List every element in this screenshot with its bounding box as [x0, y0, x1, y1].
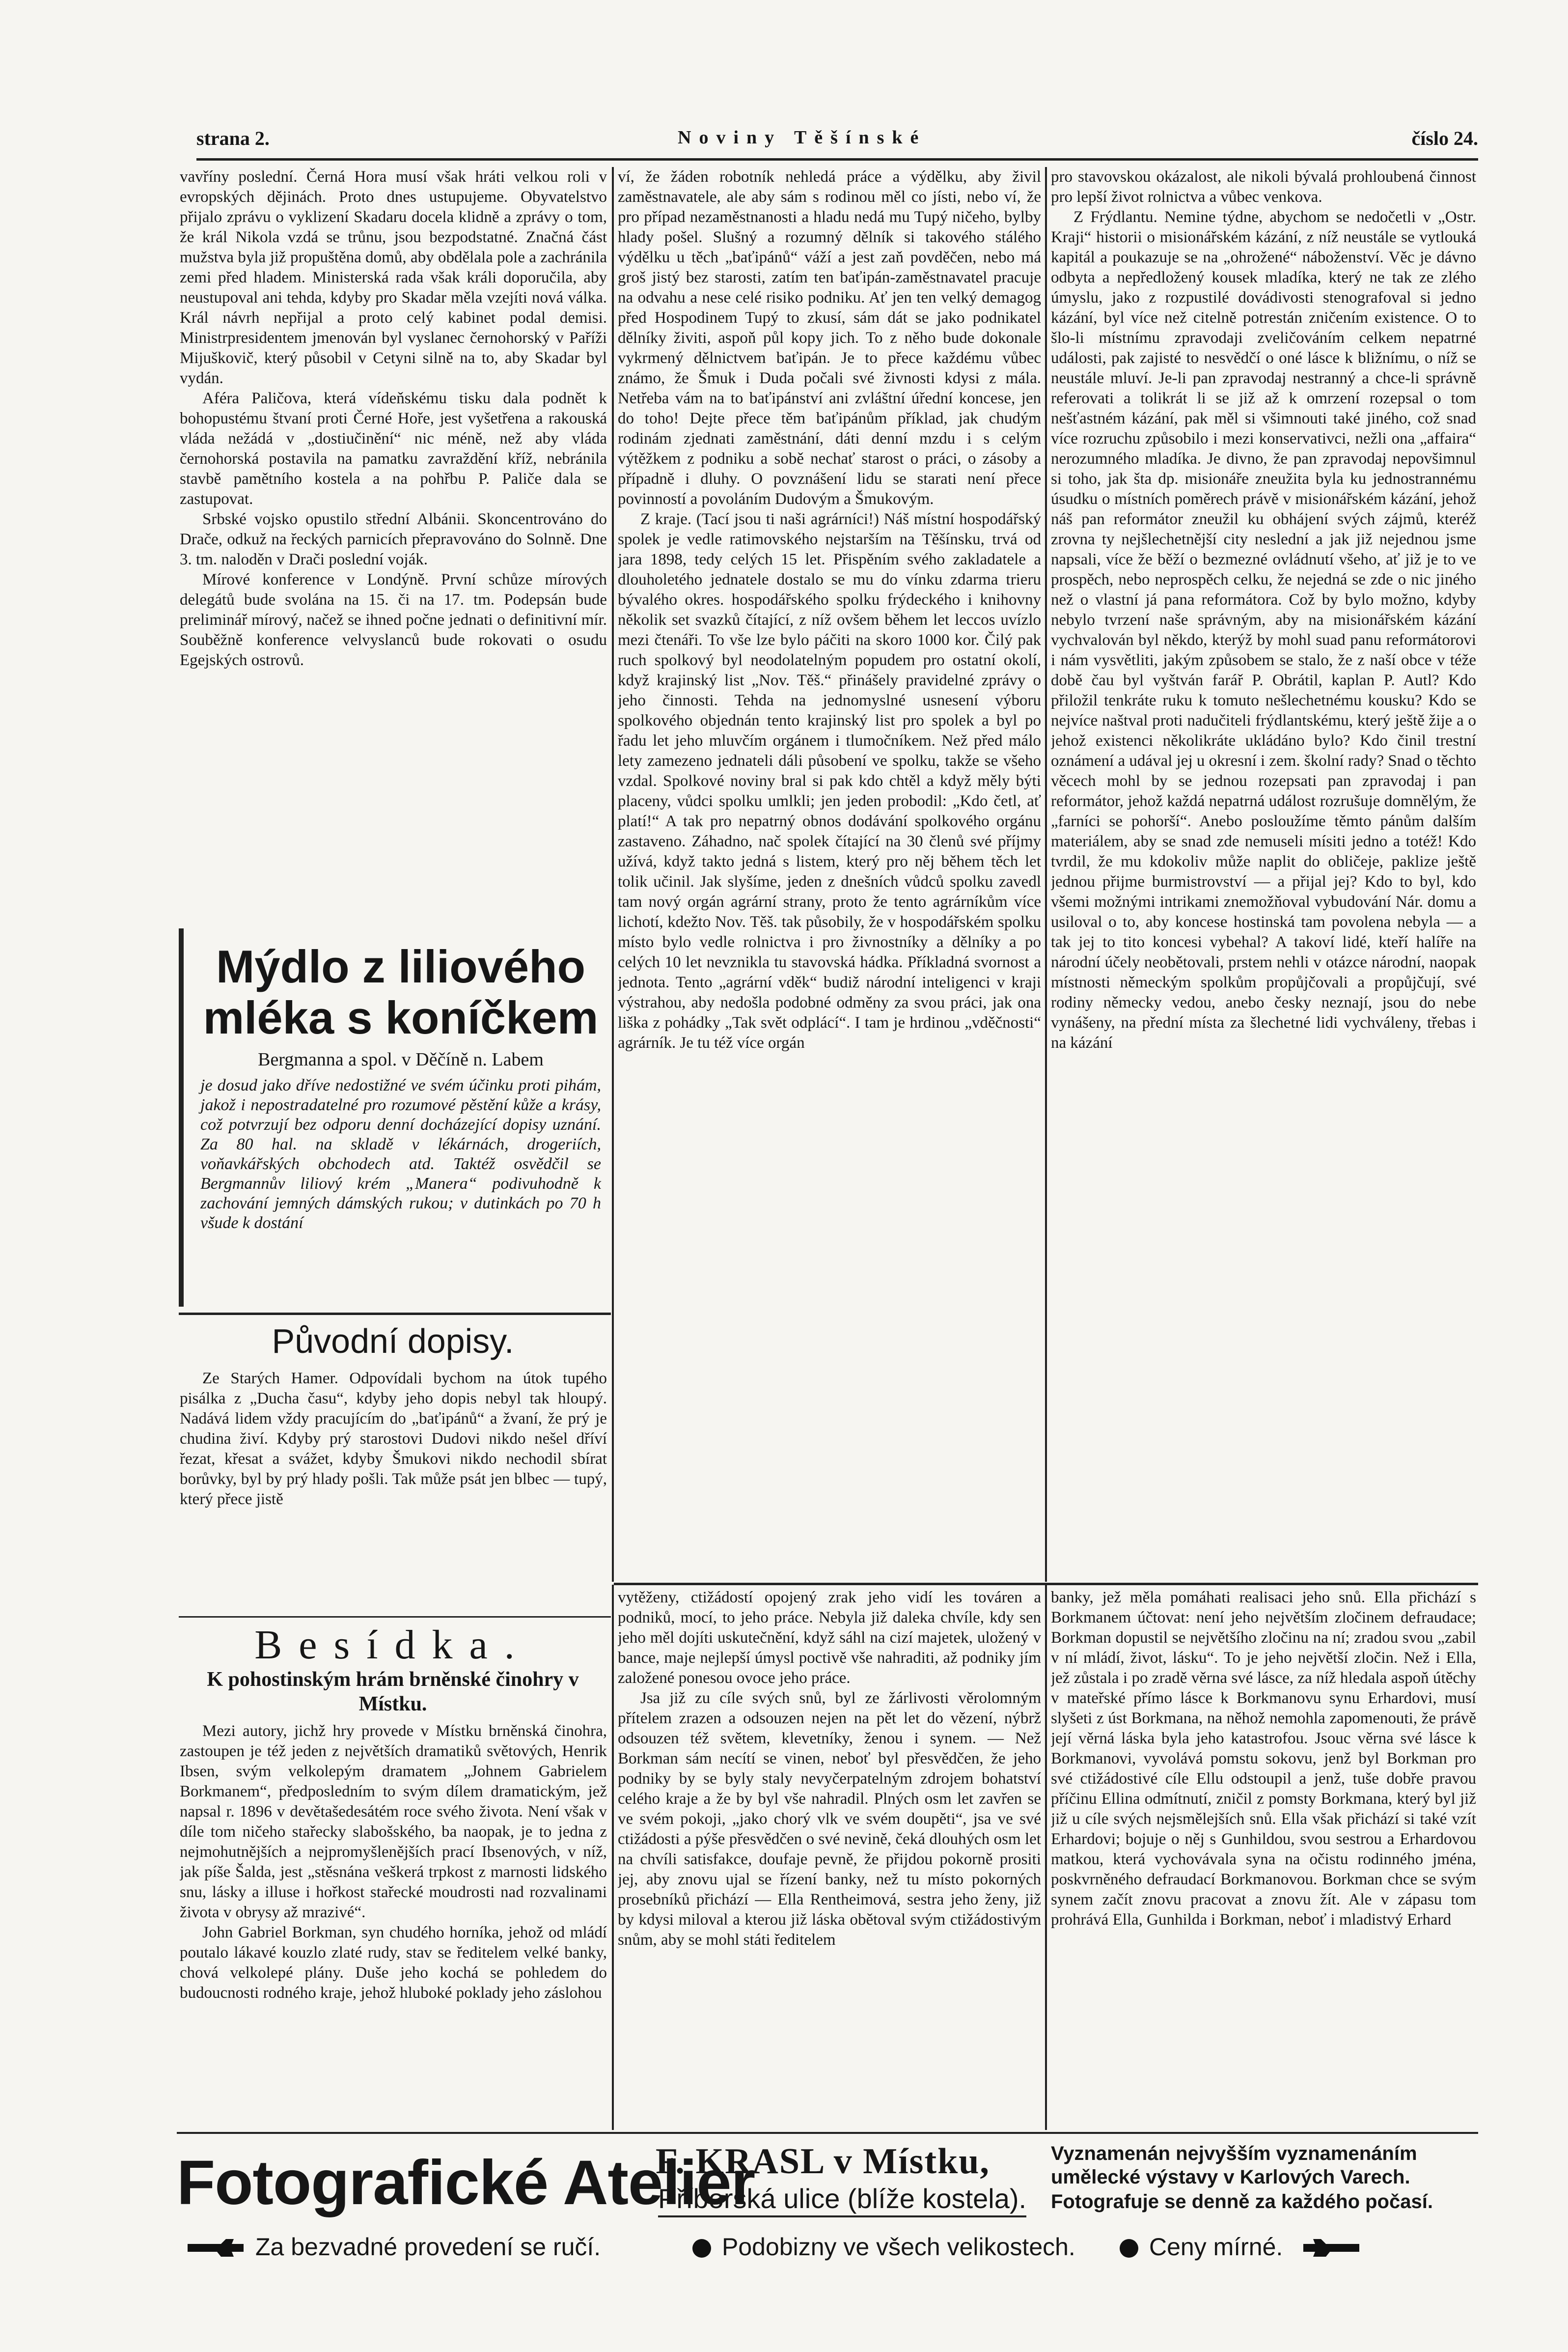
section-rule [179, 1616, 611, 1618]
ad-headline: Fotografické Atelier [177, 2148, 755, 2218]
ad-rule [179, 1313, 611, 1315]
ad-prices: Ceny mírné. [1149, 2233, 1283, 2261]
column-divider [1045, 167, 1047, 1582]
paragraph: pro stavovskou okázalost, ale nikoli bývalá prohloubená činnost pro lepší život rolnictva a vůbec venkova. [1051, 168, 1476, 206]
pointing-hand-icon [1301, 2237, 1360, 2259]
ad-guarantee: Za bezvadné provedení se ručí. [255, 2233, 601, 2261]
bullet-icon [1120, 2239, 1138, 2258]
paragraph: Mírové konference v Londýně. První schůze mírových delegátů bude svolána na 15. či na 17. tm. Podepsán bude preliminář mírový, načež se ihned počne jednati o definitivní mír. Souběžně konference velvyslanců bude rokovati o osudu Egejských ostrovů. [180, 571, 607, 669]
newspaper-title: Noviny Těšínské [678, 127, 927, 148]
ad-firm-name: F. KRASL v Místku, [656, 2141, 990, 2182]
ad-portraits: Podobizny ve všech velikostech. [722, 2233, 1075, 2261]
ad-title: Mýdlo z liliového mléka s koníčkem [203, 941, 599, 1043]
ad-award-line: Vyznamenán nejvyšším vyznamenáním [1051, 2143, 1417, 2164]
issue-number: číslo 24. [1411, 127, 1478, 149]
running-header [196, 122, 1478, 156]
column-divider [612, 167, 614, 1582]
page-number: strana 2. [196, 127, 270, 149]
paragraph: Z kraje. (Tací jsou ti naši agrárníci!) Náš místní hospodářský spolek je vedle ratimovského nejstarším na Těšínsku, trvá od jara 1898, tedy celých 15 let. Přispěním svého zakladatele a dlouholetého jednatele dostalo se mu do vínku zdarma trieru bývalého okres. hospodářského spolku frýdeckého i knihovny několik set svazků čítající, z níž ovšem během let leccos uvízlo mezi čtenáři. To vše lze bylo páčiti na skoro 1000 kor. Čilý pak ruch spolkový byl neodolatelným popudem pro ostatní okolí, když krajinský list „Nov. Těš.“ přinášely pravidelné zprávy o jeho činnosti. Tehda na jednomyslné usnesení výboru spolkového objednán tento krajinský list pro spolek a byl po řadu let jeho mluvčím orgánem i tlumočníkem. Než před málo lety zamezeno jednateli dáli působení ve spolku, takže se všeho vzdal. Spolkové noviny bral si pak kdo chtěl a když měly býti placeny, vůdci spolku umlkli; jen jeden probodil: „Kdo četl, ať platí!“ A tak pro nepatrný obnos dodávání spolkového orgánu zastaveno. Záhadno, nač spolek čítající na 30 členů své příjmy užívá, když takto jedná s listem, který pro něj během těch let tolik učinil. Jak slyšíme, jeden z dnešních vůdců spolku zavedl tam nový orgán agrární strany, proto že tento agrárníkům více lichotí, kdežto Nov. Těš. tak působily, že v hospodářském spolku místo bylo vedle rolnictva i pro živnostníky a dělníky a po celých 10 let nevznikla tu stavovská hádka. Příkladná svornost a jednota. Tento „agrární vděk“ budiž národní inteligenci v kraji výstrahou, aby nedošla podobné odměny za svou práci, jak ona liška z pohádky „Tak svět odplácí“. I tam je hrdinou „vděčnosti“ agrárník. Je tu též více orgán [618, 510, 1041, 1052]
pointing-hand-icon [187, 2237, 246, 2259]
paragraph: Srbské vojsko opustilo střední Albánii. Skoncentrováno do Drače, odkuž na řeckých parnicích přepravováno do Solnně. Dne 3. tm. naloděn v Drači poslední voják. [180, 510, 607, 568]
article-column-3 [1051, 167, 1476, 1577]
article-column-2 [618, 167, 1041, 1577]
besidka-column-2 [618, 1588, 1041, 2129]
article-puvodni [180, 1369, 607, 1614]
paragraph: Jsa již zu cíle svých snů, byl ze žárlivosti věrolomným přítelem zrazen a odsouzen nejen na pět let do vězení, nýbrž odsouzen též světem, klevetníky, ženou i synem. — Než Borkman sám necítí se vinen, neboť byl přesvědčen, že jeho podniky by se byly staly nevyčerpatelným zdrojem bohatství celého kraje a že by byl vše nahradil. Plných osm let zavřen se ve svém pokoji, „jako chorý vlk ve svém doupěti“, jsa ve své ctižádosti a pýše přesvědčen o své nevině, čeká dlouhých osm let na chvíli satisfakce, doufaje pevně, že přijdou pokorně prositi jej, aby znovu ujal se řízení banky, než tu místo pokorných prosebníků přichází — Ella Rentheimová, sestra jeho ženy, již by kdysi miloval a kterou již láska obětoval svým ctižádostivým snům, aby se mohl státi ředitelem [618, 1689, 1041, 1949]
article-headline: K pohostinským hrám brněnské činohry v Místku. [207, 1668, 579, 1715]
ad-award-line: umělecké výstavy v Karlových Varech. [1051, 2166, 1410, 2188]
paragraph: Aféra Paličova, která vídeňskému tisku dala podnět k bohopustému štvaní proti Černé Hoře, jest vyšetřena a rakouská vláda nežádá v „dostiučinění“ nic méně, než aby vláda černohorská postavila na pamatku zavraždění kříž, nebránila stavbě pamětního kostela a na pohřbu P. Paliče dala se zastupovat. [180, 390, 607, 508]
besidka-column-1 [180, 1721, 607, 2129]
ad-bottom-line [177, 2232, 1478, 2264]
ad-address: Příborská ulice (blíže kostela). [658, 2183, 1026, 2217]
besidka-column-3 [1051, 1588, 1476, 2129]
column-divider [612, 1585, 614, 2130]
paragraph: Z Frýdlantu. Nemine týdne, abychom se nedočetli v „Ostr. Kraji“ historii o misionářském kázání, z níž neustále se vytlouká kapitál a poukazuje se na „ohrožené“ náboženství. Věc je dávno odbyta a nepředložený kousek mladíka, který ne tak ze zlého úmyslu, jako z rozpustilé dovádivosti stenografoval si jedno kázání, byl více než citelně potrestán zničením existence. O to šlo-li místnímu zpravodaji zveličováním celkem nepatrné události, pak zajisté to nesvědčí o oné lásce k bližnímu, o níž se neustále mluví. Je-li pan zpravodaj nestranný a chce-li správně referovati a tolikrát li se již až k omrzení rozepsal o tom nešťastném kázání, pak měl si všimnouti také jiného, což snad více rozruchu způsobilo i mezi konservativci, nežli ona „affaira“ nerozumného mladíka. Je divno, že pan zpravodaj nepovšimnul si toho, jak šta dp. misionáře zneužita byla ku jednostrannému úsudku o místních poměrech právě v misionářském kázání, jehož náš pan reformátor zneužil ku obhájení svých zájmů, kteréž zrovna ty nejšlechetnější city neslední a jak již nejednou jsme napsali, více že běží o bezmezné ovládnutí všeho, ať již je to ve prospěch, nebo neprospěch celku, že nejedná se zde o nic jiného než o vlastní já pana reformátora. Což by bylo možno, kdyby nebylo tvrzení naše správným, aby na misionářském kázání vychvalován byl někdo, kterýž by mohl suad panu reformátorovi i nám vysvětliti, jakým způsobem se stalo, že z naší obce v téže době čau byl vyštván farář P. Obrátil, kaplan P. Autl? Kdo přiložil tenkráte ruku k tomuto nešlechetnému kousku? Kdo se nejvíce naštval proti nadučiteli frýdlantskému, který ještě žije a o jehož existenci několikráte ukládáno bylo? Kdo činil trestní oznámení a udával jej u okresní i zem. školní rady? Snad o těchto věcech mohl by se jednou rozepsati pan zpravodaj i pan reformátor, jehož každá nepatrná událost rozrušuje domnělým, že „farníci se pohorší“. Anebo posloužíme těmto pánům dalším materiálem, aby se snad zde nemuseli mísiti jedno a totéž! Kdo tvrdil, že mu kdokoliv může naplit do obličeje, paklize ještě jednou přijme burmistrovství — a přijal jej? Kdo to byl, kdo všemi možnými intrikami znemožňoval vybudování Nár. domu a usiloval o to, aby koncese hostinská tam povolena nebyla — a tak jej to tito koncesi vybehal? A takoví lidé, kteří halíře na národní účely neobětovali, prstem nehli v otázce národní, naopak místnosti německým spolkům propůjčovali a propůjčují, své rodiny německy vedou, anebo česky neznají, jsou do nebe vynášeny, na přední místa za šlechetné lidi vychváleny, třebas i na kázání [1051, 208, 1476, 1052]
ad-info-line: Fotografuje se denně za každého počasí. [1051, 2191, 1433, 2212]
paragraph: Ze Starých Hamer. Odpovídali bychom na útok tupého pisálka z „Ducha času“, kdyby jeho dopis nebyl tak hloupý. Nadává lidem vždy pracujícím do „baťipánů“ a žvaní, že prý je chudina živí. Kdyby prý starostovi Dudovi nikdo nešel dříví řezat, křesat a svážet, kdyby Šmukovi nikdo nechodil sbírat borůvky, byl by prý hlady pošli. Tak může psát jen blbec — tupý, který přece jistě [180, 1370, 607, 1508]
article-column-1 [180, 167, 607, 924]
header-rule [196, 158, 1478, 161]
section-title-besidka: Besídka. [254, 1622, 531, 1668]
bullet-icon [692, 2239, 711, 2258]
paragraph: John Gabriel Borkman, syn chudého horníka, jehož od mládí poutalo lákavé kouzlo zlaté rudy, stav se ředitelem velké banky, chová velkolepé plány. Duše jeho kochá se pohledem do budoucnosti rodného kraje, jehož hluboké poklady jeho záslohou [180, 1924, 607, 2002]
section-title-puvodni: Původní dopisy. [272, 1322, 514, 1360]
paragraph: vytěženy, ctižádostí opojený zrak jeho vidí les továren a podniků, mocí, to jeho práce. Nebyla již daleka chvíle, kdy sen jeho měl dojíti uskutečnění, když sáhl na cizí majetek, uložený v bance, maje nejlepší úmysl poctivě vše nahraditi, až podniky jím založené ponesou ovoce jeho práce. [618, 1589, 1041, 1687]
paragraph: banky, jež měla pomáhati realisaci jeho snů. Ella přichází s Borkmanem účtovat: není jeho největším zločinem defraudace; Borkman dopustil se největšího zločinu na ní; zradou svou „zabil v ní mládí, život, lásku“. To je jeho největší zločin. Než i Ella, jež zůstala i po zradě věrna své lásce, za níž hledala aspoň útěchy v mateřské přímo lásce k Borkmanovu synu Erhardovi, musí slyšeti z úst Borkmana, na něhož nemohla zapomenouti, že právě její věrná láska byla jeho katastrofou. Jsouc věrna své lásce k Borkmanovi, vyvolává pomstu sokovu, jenž byl Borkman pro své ctižádostivé cíle Ellu odstoupil a jenž, tuše dobře pravou příčinu Ellina odmítnutí, zničil z pomsty Borkmana, který byl již již u cíle svých nejsmělejších snů. Ella však přichází si také vzít Erhardovi; bojuje o něj s Gunhildou, svou sestrou a Erhardovou matkou, která vychovávala syna na očistu rodinného jména, poskvrněného defraudací Borkmanovou. Borkman chce se svým synem začít znovu pracovat a znovu žít. Ale v zápasu tom prohrává Ella, Gunhilda i Borkman, neboť i mladistvý Erhard [1051, 1589, 1476, 1929]
paragraph: ví, že žáden robotník nehledá práce a výdělku, aby živil zaměstnavatele, ale aby sám s rodinou měl co jísti, nebo ví, že pro případ nezaměstnanosti a hladu nedá mu Tupý ničeho, bylby hlady pošel. Slušný a rozumný dělník si takového stálého výdělku u těch „baťipánů“ váží a jest zaň povděčen, nebo má groš jistý bez starosti, zatím ten baťipán-zaměstnavatel pracuje na odvahu a nese celé risiko podniku. Ať jen ten velký demagog před Hospodinem Tupý to zkusí, sám dát se jako podnikatel dělníky živiti, aspoň půl kopy jich. To z něho bude dokonale vykrmený dělnictvem baťipán. Je to přece každému vůbec známo, že Šmuk i Duda počali své živnosti kdysi z mála. Netřeba vám na to baťipánství ani zvláštní úřední koncese, jen do toho! Dejte přece těm baťipánům příklad, jak chudým rodinám zjednati zaměstnání, dáti denní mzdu i s celým výtěžkem z podniku a sobě nechať starost o práci, o zásoby a případně i dluhy. O povznášení lidu se starati není přece povinností a povoláním Dudovým a Šmukovým. [618, 168, 1041, 508]
paragraph: Mezi autory, jichž hry provede v Místku brněnská činohra, zastoupen je též jeden z největších dramatiků světových, Henrik Ibsen, svým velkolepým dramatem „Johnem Gabrielem Borkmanem“, předposledním to svým dílem dramatickým, jež napsal r. 1896 v devětašedesátém roce svého života. Není však v díle tom ničeho stařecky slabošského, ba naopak, je to jedna z nejmohutnějších a nejpromyšlenějších prací Ibsenových, v níž, jak píše Šalda, jest „stěsnána veškerá trpkost z marnosti lidského snu, lásky a illuse i hořkost stařecké moudrosti nad rozvalinami života v obrysy až mrazivé“. [180, 1722, 607, 1921]
paragraph: vavříny poslední. Černá Hora musí však hráti velkou roli v evropských dějinách. Proto dnes ustupujeme. Obyvatelstvo přijalo zprávu o vyklizení Skadaru docela klidně a zprávy o tom, že král Nikola vzdá se trůnu, jsou bezpodstatné. Značná část mužstva byla již propuštěna domů, aby obdělala pole a zachránila zemi před hladem. Ministerská rada však králi doporučila, aby neustupoval ani tehda, kdyby pro Skadar měla vzejíti nová válka. Král návrh nepřijal a proto celý kabinet podal demisi. Ministrpresidentem jmenován byl vyslanec černohorský v Paříži Mijuškovič, který působil v Cetyni silně na to, aby Skadar byl vydán. [180, 168, 607, 387]
ad-maker: Bergmanna a spol. v Děčíně n. Labem [258, 1049, 544, 1070]
soap-advertisement [179, 928, 607, 1307]
photo-atelier-advertisement [177, 2132, 1478, 2271]
column-divider [1045, 1585, 1047, 2130]
ad-body: je dosud jako dříve nedostižné ve svém účinku proti pihám, jakož i nepostradatelné pro rozumové pěstění kůže a krásy, což potvrzují bez odporu denní docházející dopisy uznání. Za 80 hal. na skladě v lékárnách, drogeriích, voňavkářských obchodech atd. Taktéž osvědčil se Bergmannův liliový krém „Manera“ podivuhodně k zachování jemných dámských rukou; v dutinkách po 70 h všude k dostání [200, 1076, 601, 1232]
